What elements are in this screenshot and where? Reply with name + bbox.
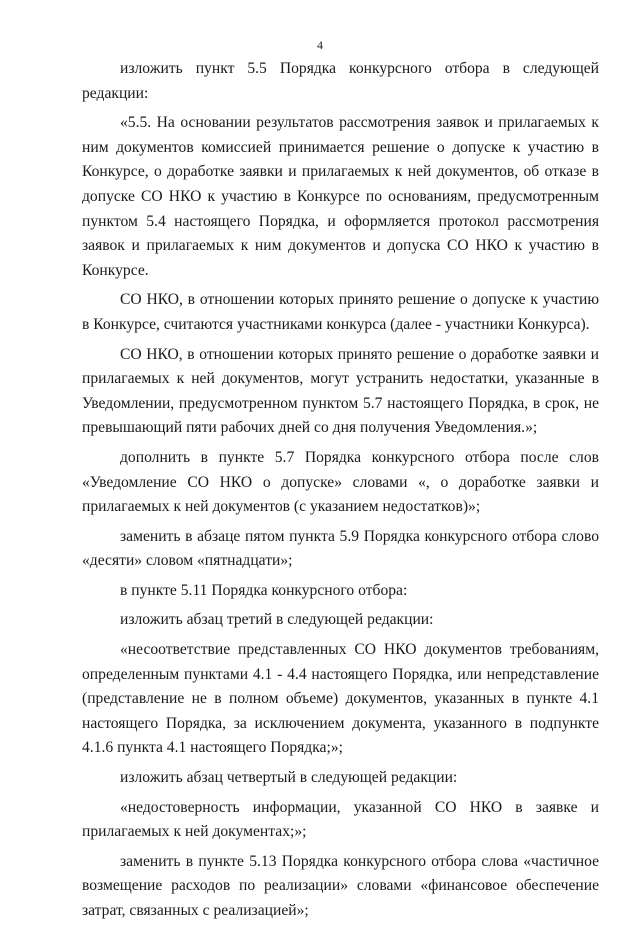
paragraph: «несоответствие представленных СО НКО документов требованиям, определенным пунктами 4.1 - 4.4 настоящего Порядка, или непредставление (представление не в полном объеме) документов, указанных в пункте 4.1 настоящего Порядка, за исключением документа, указанного в подпункте 4.1.6 пункта 4.1 настоящего Порядка;»; (82, 641, 599, 757)
paragraph: изложить пункт 5.5 Порядка конкурсного отбора в следующей редакции: (82, 60, 599, 102)
paragraph: СО НКО, в отношении которых принято решение о допуске к участию в Конкурсе, считаются участниками конкурса (далее - участники Конкурса). (82, 291, 599, 333)
paragraph: изложить абзац третий в следующей редакции: (120, 611, 434, 629)
page-number: 4 (317, 38, 323, 52)
document-body (82, 57, 599, 929)
paragraph: заменить в пункте 5.13 Порядка конкурсного отбора слова «частичное возмещение расходов по реализации» словами «финансовое обеспечение затрат, связанных с реализацией»; (82, 852, 599, 919)
paragraph: дополнить в пункте 5.7 Порядка конкурсного отбора после слов «Уведомление СО НКО о допуске» словами «, о доработке заявки и прилагаемых к ней документов (с указанием недостатков)»; (82, 448, 599, 516)
paragraph: СО НКО, в отношении которых принято решение о доработке заявки и прилагаемых к ней документов, могут устранить недостатки, указанные в Уведомлении, предусмотренном пунктом 5.7 настоящего Порядка, в срок, не превышающий пяти рабочих дней со дня получения Уведомления.»; (82, 345, 599, 437)
paragraph: заменить в абзаце пятом пункта 5.9 Порядка конкурсного отбора слово «десяти» словом «пятнадцати»; (82, 527, 599, 570)
paragraph: изложить абзац четвертый в следующей редакции: (120, 769, 458, 787)
paragraph: «5.5. На основании результатов рассмотрения заявок и прилагаемых к ним документов комиссией принимается решение о допуске к участию в Конкурсе, о доработке заявки и прилагаемых к ней документов, об отказе в допуске СО НКО к участию в Конкурсе по основаниям, предусмотренным пунктом 5.4 настоящего Порядка, и оформляется протокол рассмотрения заявок и прилагаемых к ним документов и допуска СО НКО к участию в Конкурсе. (82, 114, 599, 279)
paragraph: «недостоверность информации, указанной СО НКО в заявке и прилагаемых к ней документах;»; (82, 798, 599, 841)
paragraph: в пункте 5.11 Порядка конкурсного отбора: (120, 581, 408, 599)
